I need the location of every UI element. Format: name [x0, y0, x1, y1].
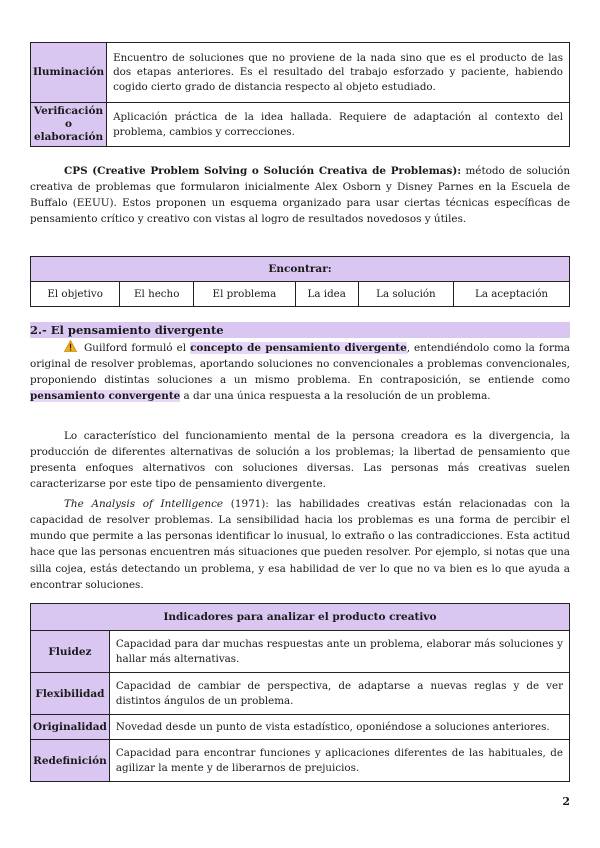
- highlight-convergent: pensamiento convergente: [30, 390, 181, 403]
- table-row: [31, 740, 570, 782]
- indicator-description: Capacidad de cambiar de perspectiva, de adaptarse a nuevas reglas y de ver distintos ángulos de un problema.: [109, 673, 569, 715]
- encontrar-item: La aceptación: [454, 282, 570, 307]
- table-row: [31, 631, 570, 673]
- encontrar-item: El hecho: [120, 282, 194, 307]
- indicators-title: Indicadores para analizar el producto creativo: [31, 604, 570, 631]
- indicator-label: Originalidad: [31, 715, 110, 740]
- encontrar-item: El objetivo: [31, 282, 120, 307]
- warning-icon: [64, 340, 77, 352]
- encontrar-item: La solución: [358, 282, 453, 307]
- text-run: Guilford formuló el: [80, 342, 191, 354]
- table-row: [31, 604, 570, 631]
- table-row: [31, 282, 570, 307]
- guilford-paragraph: [30, 340, 570, 405]
- creative-stages-table: [30, 42, 570, 147]
- text-run: a dar una única respuesta a la resolución de un problema.: [180, 390, 491, 403]
- table-row: [31, 103, 570, 147]
- indicator-description: Novedad desde un punto de vista estadístico, oponiéndose a soluciones anteriores.: [109, 715, 569, 740]
- indicators-table: [30, 603, 570, 782]
- table-row: [31, 257, 570, 282]
- encontrar-title: Encontrar:: [31, 257, 570, 282]
- stage-label: Verificación o elaboración: [31, 103, 107, 147]
- stage-description: Aplicación práctica de la idea hallada. Requiere de adaptación al contexto del problema, cambios y correcciones.: [107, 103, 570, 147]
- highlight-divergent: concepto de pensamiento divergente: [190, 342, 407, 354]
- section-heading: 2.- El pensamiento divergente: [30, 322, 570, 338]
- page-number: 2: [562, 795, 570, 808]
- indicator-label: Fluidez: [31, 631, 110, 673]
- table-row: [31, 673, 570, 715]
- indicator-description: Capacidad para encontrar funciones y aplicaciones diferentes de las habituales, de agilizar la mente y de liberarnos de prejuicios.: [109, 740, 569, 782]
- stage-description: Encuentro de soluciones que no proviene de la nada sino que es el producto de las dos etapas anteriores. Es el resultado del trabajo esforzado y paciente, habiendo cogido cierto grado de distancia respecto al objeto estudiado.: [107, 43, 570, 103]
- book-title: The Analysis of Intelligence: [64, 498, 224, 510]
- stage-label: Iluminación: [31, 43, 107, 103]
- table-row: [31, 43, 570, 103]
- encontrar-item: El problema: [194, 282, 296, 307]
- divergence-paragraph: Lo característico del funcionamiento mental de la persona creadora es la divergencia, la producción de diferentes alternativas de solución a los problemas; la libertad de pensamiento que presenta enfoques alternativos con soluciones diversas. Las personas más creativas suelen caracterizarse por este tipo de pensamiento divergente.: [30, 430, 570, 491]
- encontrar-table: [30, 256, 570, 307]
- cps-text: método de solución creativa de problemas que formularon inicialmente Alex Osborn y Disney Parnes en la Escuela de Buffalo (EEUU). Estos proponen un esquema organizado para usar ciertas técnicas específicas de pensamiento crítico y creativo con vistas al logro de resultados novedosos y útiles.: [30, 165, 571, 226]
- book-year: (1971): [223, 498, 266, 510]
- encontrar-item: La idea: [295, 282, 358, 307]
- text-run: , entendiéndolo como la forma original de resolver problemas, aportando soluciones no convencionales a problemas convencionales, proponiendo distintas soluciones a un mismo problema. En contraposición, se entiende como: [30, 342, 570, 387]
- text-run: : las habilidades creativas están relacionadas con la capacidad de resolver problemas. La sensibilidad hacia los problemas es una forma de percibir el mundo que permite a las personas identificar lo inusual, lo extraño o las contradicciones. Esta actitud hace que las personas encuentren más situaciones que pueden resolver. Por ejemplo, si notas que una silla cojea, estás detectando un problema, y esa habilidad de ver lo que no va bien es lo que ayuda a encontrar soluciones.: [30, 498, 570, 591]
- cps-term: CPS (Creative Problem Solving o Solución Creativa de Problemas):: [64, 165, 462, 177]
- indicator-label: Flexibilidad: [31, 673, 110, 715]
- indicator-label: Redefinición: [31, 740, 110, 782]
- cps-paragraph: [30, 163, 570, 228]
- analysis-paragraph: [30, 496, 570, 593]
- table-row: [31, 715, 570, 740]
- indicator-description: Capacidad para dar muchas respuestas ante un problema, elaborar más soluciones y hallar más alternativas.: [109, 631, 569, 673]
